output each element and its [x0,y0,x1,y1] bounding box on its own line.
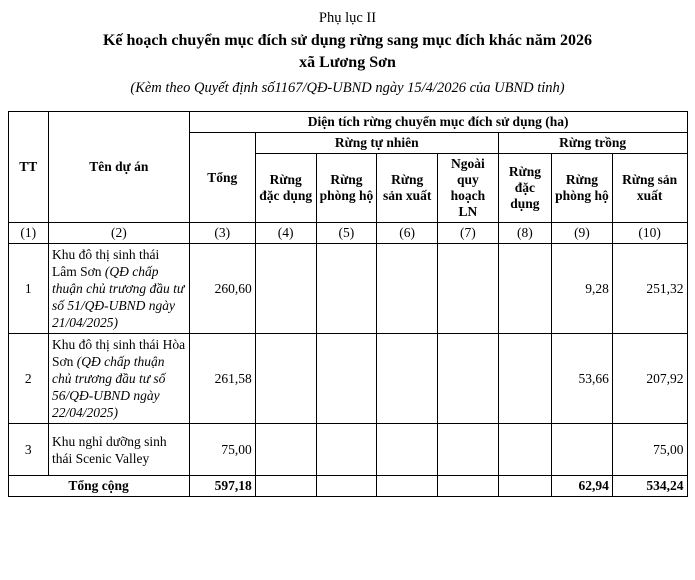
page-subtitle: xã Lương Sơn [299,54,396,71]
total-cell-nat-outside [438,476,499,497]
cell-total: 260,60 [189,244,255,334]
colref-6: (6) [377,223,438,244]
project-name-note: (QĐ chấp thuận chủ trương đầu tư số 51/QĐ-UBND ngày 21/04/2025) [52,264,185,330]
cell-nat-special [255,244,316,334]
total-cell-total: 597,18 [189,476,255,497]
cell-nat-protect [316,244,377,334]
total-cell-nat-protect [316,476,377,497]
cell-nat-production [377,424,438,476]
table-total-row [8,476,687,497]
document-reference-note: (Kèm theo Quyết định số1167/QĐ-UBND ngày 15/4/2026 của UBND tỉnh) [130,80,565,96]
cell-total: 261,58 [189,334,255,424]
colref-7: (7) [438,223,499,244]
cell-nat-protect [316,334,377,424]
header-area-group: Diện tích rừng chuyển mục đích sử dụng (ha) [189,112,687,133]
cell-nat-outside [438,244,499,334]
header-plant-protect: Rừng phòng hộ [552,154,613,223]
project-name-main: Khu đô thị sinh thái Lâm Sơn [52,247,160,279]
project-name-note: (QĐ chấp thuận chủ trương đầu tư số 56/QĐ-UBND ngày 22/04/2025) [52,354,166,420]
cell-nat-protect [316,424,377,476]
cell-plant-special [498,244,551,334]
total-label: Tổng cộng [8,476,189,497]
header-nat-production: Rừng sản xuất [377,154,438,223]
total-cell-nat-special [255,476,316,497]
colref-2: (2) [49,223,190,244]
table-row [8,334,687,424]
colref-8: (8) [498,223,551,244]
cell-plant-production: 207,92 [612,334,687,424]
cell-nat-production [377,334,438,424]
header-total: Tổng [189,133,255,223]
colref-1: (1) [8,223,49,244]
header-natural-forest: Rừng tự nhiên [255,133,498,154]
cell-nat-special [255,424,316,476]
header-nat-protect: Rừng phòng hộ [316,154,377,223]
project-name-cell [49,334,190,424]
document-header [0,0,695,99]
row-number: 1 [8,244,49,334]
colref-3: (3) [189,223,255,244]
cell-nat-production [377,244,438,334]
header-tt: TT [8,112,49,223]
project-name-cell [49,424,190,476]
table-row [8,244,687,334]
cell-nat-outside [438,334,499,424]
cell-nat-outside [438,424,499,476]
cell-plant-special [498,334,551,424]
column-reference-row [8,223,687,244]
cell-nat-special [255,334,316,424]
table-header-row-1 [8,112,687,133]
header-plant-special: Rừng đặc dụng [498,154,551,223]
project-name-main: Khu nghỉ dưỡng sinh thái Scenic Valley [52,433,167,466]
appendix-label: Phụ lục II [318,10,377,26]
project-name-cell [49,244,190,334]
cell-plant-production: 75,00 [612,424,687,476]
header-nat-special: Rừng đặc dụng [255,154,316,223]
cell-plant-special [498,424,551,476]
total-cell-nat-production [377,476,438,497]
colref-10: (10) [612,223,687,244]
total-cell-plant-production: 534,24 [612,476,687,497]
total-cell-plant-special [498,476,551,497]
row-number: 3 [8,424,49,476]
colref-4: (4) [255,223,316,244]
colref-9: (9) [552,223,613,244]
page-title: Kế hoạch chuyển mục đích sử dụng rừng sang mục đích khác năm 2026 [102,32,593,49]
cell-plant-protect: 9,28 [552,244,613,334]
header-nat-outside: Ngoài quy hoạch LN [438,154,499,223]
row-number: 2 [8,334,49,424]
header-planted-forest: Rừng trồng [498,133,687,154]
cell-plant-production: 251,32 [612,244,687,334]
project-name-main: Khu đô thị sinh thái Hòa Sơn [52,337,186,369]
total-cell-plant-protect: 62,94 [552,476,613,497]
header-project-name: Tên dự án [49,112,190,223]
colref-5: (5) [316,223,377,244]
cell-total: 75,00 [189,424,255,476]
cell-plant-protect: 53,66 [552,334,613,424]
table-row [8,424,687,476]
header-plant-production: Rừng sản xuất [612,154,687,223]
cell-plant-protect [552,424,613,476]
forest-conversion-table [8,111,688,497]
